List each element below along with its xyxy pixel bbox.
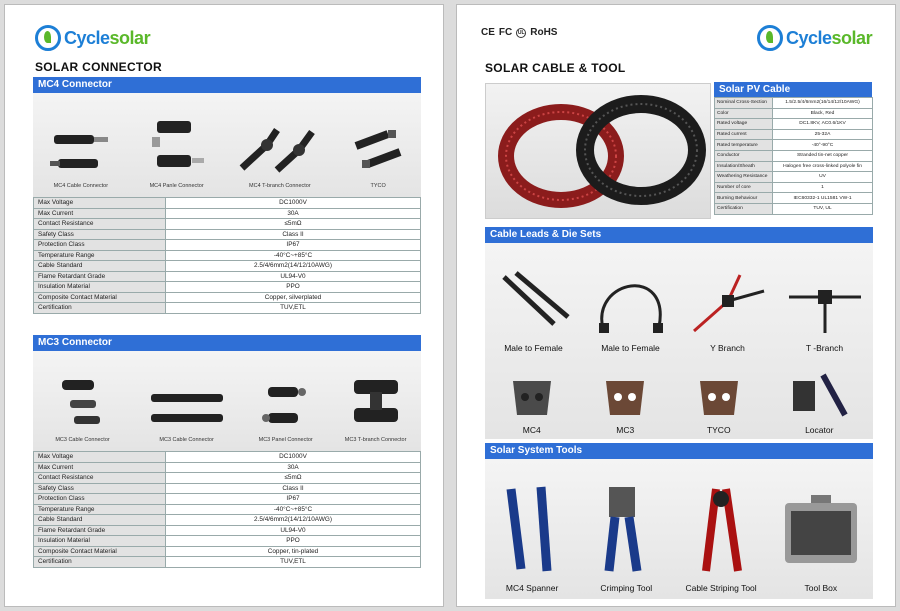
spec-value: TUV,ETL <box>166 557 421 568</box>
spec-value: 30A <box>166 462 421 473</box>
cable-reel-icon <box>486 84 712 220</box>
lead-t-branch: T -Branch <box>785 269 865 353</box>
ce-mark: CE <box>481 27 495 38</box>
connector-icon <box>348 120 408 180</box>
connector-icon <box>346 374 406 434</box>
mc3-spec-row <box>34 452 421 463</box>
pv-spec-row <box>715 172 873 183</box>
spec-label: Flame Retardant Grade <box>34 525 166 536</box>
die-icon <box>509 375 555 421</box>
mc4-spec-row <box>34 208 421 219</box>
connector-icon <box>237 120 322 180</box>
brand-logo: Cyclesolar <box>35 25 150 51</box>
spec-value: IEC60332-1 UL1581 VW-1 <box>773 193 873 204</box>
cable-leads-bar: Cable Leads & Die Sets <box>485 227 873 243</box>
spec-value: Copper, silverplated <box>166 292 421 303</box>
spec-label: Conductor <box>715 150 773 161</box>
left-page <box>4 4 444 607</box>
ul-mark: UL <box>517 29 525 36</box>
lead-male-female-2: Male to Female <box>591 269 671 353</box>
spec-label: Certification <box>34 557 166 568</box>
logo-icon <box>35 25 61 51</box>
spec-value: IP67 <box>166 240 421 251</box>
spec-value: -40°-90°C <box>773 140 873 151</box>
spec-value: 2.5/4/6mm2(14/12/10AWG) <box>166 515 421 526</box>
spec-value: -40°C~+85°C <box>166 250 421 261</box>
tool-box: Tool Box <box>781 489 861 593</box>
spec-label: Number of core <box>715 182 773 193</box>
spec-label: Safety Class <box>34 483 166 494</box>
mc3-spec-row <box>34 494 421 505</box>
system-tools-bar: Solar System Tools <box>485 443 873 459</box>
mc3-spec-row <box>34 462 421 473</box>
pv-spec-row <box>715 140 873 151</box>
spec-label: Certification <box>34 303 166 314</box>
cable-leads-strip <box>485 257 873 353</box>
pv-spec-row <box>715 119 873 130</box>
page-title: SOLAR CONNECTOR <box>35 60 162 74</box>
connector-icon <box>142 115 212 180</box>
connector-icon <box>46 125 116 180</box>
spec-value: Black, Red <box>773 108 873 119</box>
mc3-spec-row <box>34 546 421 557</box>
mc4-spec-row <box>34 229 421 240</box>
spec-label: Insulation Material <box>34 536 166 547</box>
spec-label: Protection Class <box>34 494 166 505</box>
die-sets-strip <box>485 363 873 435</box>
mc4-spec-row <box>34 261 421 272</box>
logo-icon <box>757 25 783 51</box>
spec-value: DC1000V <box>166 198 421 209</box>
die-locator: Locator <box>789 371 849 435</box>
rohs-mark: RoHS <box>530 27 558 38</box>
mc3-spec-row <box>34 515 421 526</box>
mc3-panel-connector: MC3 Panel Connector <box>256 379 316 443</box>
spec-label: Insulation/Sheath <box>715 161 773 172</box>
spec-value: 2.5/4/6mm2(14/12/10AWG) <box>166 261 421 272</box>
spec-label: Nominal Cross-Section <box>715 98 773 109</box>
spec-label: Cable Standard <box>34 515 166 526</box>
lead-male-female-1: Male to Female <box>494 269 574 353</box>
brand-logo: Cyclesolar <box>757 25 872 51</box>
spec-label: Temperature Range <box>34 250 166 261</box>
mc4-spec-table <box>33 197 421 314</box>
mc4-spec-row <box>34 282 421 293</box>
spec-value: PPO <box>166 282 421 293</box>
mc4-spec-row <box>34 303 421 314</box>
spec-value: Copper, tin-plated <box>166 546 421 557</box>
pv-spec-row <box>715 129 873 140</box>
pv-spec-row <box>715 193 873 204</box>
spec-label: Rated current <box>715 129 773 140</box>
mc3-spec-row <box>34 557 421 568</box>
tool-mc4-spanner: MC4 Spanner <box>497 479 567 593</box>
spec-label: Rated voltage <box>715 119 773 130</box>
spec-value: Stranded tin-net copper <box>773 150 873 161</box>
spec-label: Insulation Material <box>34 282 166 293</box>
spec-label: Rated temperature <box>715 140 773 151</box>
connector-icon <box>256 379 316 434</box>
stripping-tool-icon <box>686 479 756 579</box>
die-mc4: MC4 <box>509 375 555 435</box>
crimping-tool-icon <box>591 479 661 579</box>
spec-value: UL94-V0 <box>166 525 421 536</box>
spec-label: Max Current <box>34 462 166 473</box>
cable-lead-icon <box>785 269 865 339</box>
mc4-t-branch-connector: MC4 T-branch Connector <box>237 120 322 189</box>
mc4-spec-row <box>34 292 421 303</box>
die-icon <box>602 375 648 421</box>
mc4-section-bar: MC4 Connector <box>33 77 421 93</box>
spec-value: 25-32A <box>773 129 873 140</box>
pv-spec-row <box>715 161 873 172</box>
spec-value: UV <box>773 172 873 183</box>
mc4-panel-connector: MC4 Panle Connector <box>142 115 212 189</box>
spec-value: ≤5mΩ <box>166 473 421 484</box>
mc3-cable-connector: MC3 Cable Connector <box>48 374 118 443</box>
mc4-cable-connector: MC4 Cable Connector <box>46 125 116 189</box>
spec-label: Composite Contact Material <box>34 546 166 557</box>
mc3-image-strip <box>33 357 421 443</box>
spec-label: Composite Contact Material <box>34 292 166 303</box>
toolbox-icon <box>781 489 861 579</box>
mc3-spec-row <box>34 504 421 515</box>
mc4-spec-row <box>34 240 421 251</box>
certification-marks <box>481 27 557 38</box>
connector-icon <box>48 374 118 434</box>
spanner-icon <box>497 479 567 579</box>
spec-value: 1.5/2.5/4/6mm2(16/14/12/10AWG) <box>773 98 873 109</box>
spec-value: TUV, UL <box>773 203 873 214</box>
spec-value: Class II <box>166 483 421 494</box>
pv-spec-row <box>715 108 873 119</box>
pv-cable-photo <box>485 83 711 219</box>
spec-label: Max Voltage <box>34 198 166 209</box>
connector-icon <box>147 384 227 434</box>
pv-spec-table <box>714 97 873 215</box>
mc4-spec-row <box>34 250 421 261</box>
spec-value: UL94-V0 <box>166 271 421 282</box>
mc4-spec-row <box>34 271 421 282</box>
mc3-cable-connector-2: MC3 Cable Connector <box>147 384 227 443</box>
pv-cable-bar: Solar PV Cable <box>714 82 872 97</box>
spec-label: Protection Class <box>34 240 166 251</box>
spec-value: Class II <box>166 229 421 240</box>
mc3-section-bar: MC3 Connector <box>33 335 421 351</box>
spec-label: Safety Class <box>34 229 166 240</box>
pv-spec-row <box>715 182 873 193</box>
spec-label: Contact Resistance <box>34 219 166 230</box>
cable-lead-icon <box>494 269 574 339</box>
spec-value: TUV,ETL <box>166 303 421 314</box>
spec-label: Max Voltage <box>34 452 166 463</box>
spec-label: Burning Behaviour <box>715 193 773 204</box>
spec-label: Flame Retardant Grade <box>34 271 166 282</box>
spec-label: Certification <box>715 203 773 214</box>
spec-label: Contact Resistance <box>34 473 166 484</box>
spec-label: Max Current <box>34 208 166 219</box>
spec-value: PPO <box>166 536 421 547</box>
page-title: SOLAR CABLE & TOOL <box>485 61 626 75</box>
spec-label: Cable Standard <box>34 261 166 272</box>
locator-icon <box>789 371 849 421</box>
die-tyco: TYCO <box>696 375 742 435</box>
pv-spec-row <box>715 98 873 109</box>
mc3-spec-row <box>34 483 421 494</box>
spec-label: Color <box>715 108 773 119</box>
mc3-spec-table <box>33 451 421 568</box>
tool-crimping: Crimping Tool <box>591 479 661 593</box>
die-mc3: MC3 <box>602 375 648 435</box>
spec-value: 30A <box>166 208 421 219</box>
right-page <box>456 4 896 607</box>
mc3-spec-row <box>34 525 421 536</box>
die-icon <box>696 375 742 421</box>
pv-spec-row <box>715 203 873 214</box>
mc4-spec-row <box>34 219 421 230</box>
mc3-spec-row <box>34 473 421 484</box>
pv-spec-row <box>715 150 873 161</box>
spec-value: DC1.8KV, AC0.6/1KV <box>773 119 873 130</box>
spec-label: Weathering Resistance <box>715 172 773 183</box>
system-tools-strip <box>485 467 873 593</box>
spec-value: -40°C~+85°C <box>166 504 421 515</box>
spec-value: 1 <box>773 182 873 193</box>
tyco-connector: TYCO <box>348 120 408 189</box>
spec-value: Halogen free cross-linked polyole fin <box>773 161 873 172</box>
spec-value: DC1000V <box>166 452 421 463</box>
mc3-spec-row <box>34 536 421 547</box>
lead-y-branch: Y Branch <box>688 269 768 353</box>
cable-lead-icon <box>591 269 671 339</box>
spec-value: ≤5mΩ <box>166 219 421 230</box>
mc4-image-strip <box>33 99 421 189</box>
spec-value: IP67 <box>166 494 421 505</box>
mc4-spec-row <box>34 198 421 209</box>
cable-lead-icon <box>688 269 768 339</box>
tool-cable-striping: Cable Striping Tool <box>685 479 756 593</box>
mc3-t-branch-connector: MC3 T-branch Connector <box>345 374 407 443</box>
fc-mark: FC <box>498 27 513 38</box>
spec-label: Temperature Range <box>34 504 166 515</box>
